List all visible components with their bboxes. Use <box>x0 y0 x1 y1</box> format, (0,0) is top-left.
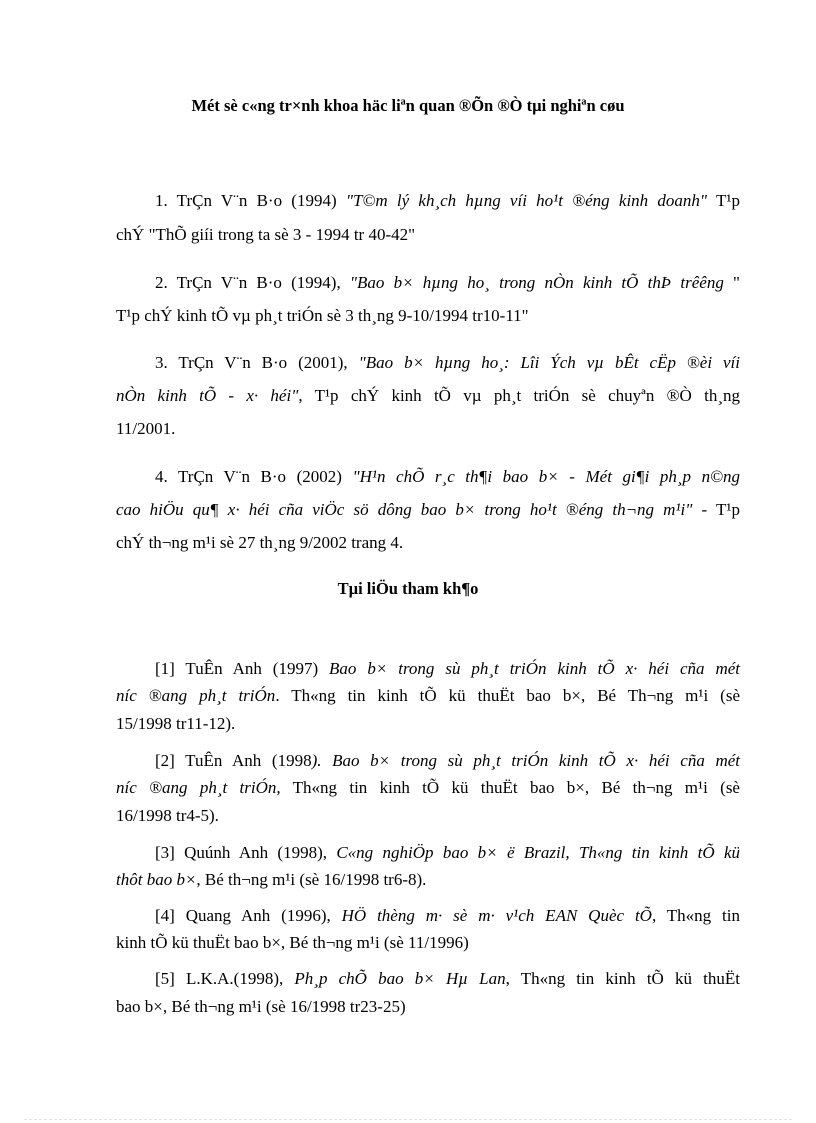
ref-4-title: HÖ thèng m· sè m· v¹ch EAN Quèc tÕ <box>341 906 652 925</box>
ref-4-line-2: kinh tÕ kü thuËt bao b×, Bé th¬ng m¹i (sè 11/1996) <box>116 933 469 952</box>
work-1-source-start: T¹p <box>707 191 740 210</box>
work-4-line-2: cao hiÖu qu¶ x· héi cña viÖc sö dông bao b× trong ho¹t ®éng th¬ng m¹i" - T¹p <box>116 500 740 519</box>
ref-1-author: [1] TuÊn Anh (1997) <box>155 659 330 678</box>
heading-references: Tµi liÖu tham kh¶o <box>337 579 479 598</box>
ref-4-line-1: [4] Quang Anh (1996), HÖ thèng m· sè m· v¹ch EAN Quèc tÕ, Th«ng tin <box>155 906 741 925</box>
work-3-title: "Bao b× hµng ho¸: Lîi Ých vµ bÊt cËp ®èi víi <box>358 353 740 372</box>
heading-related-works: Mét sè c«ng tr×nh khoa häc liªn quan ®Õn ®Ò tµi nghiªn cøu <box>191 96 625 115</box>
work-2-line-1: 2. TrÇn V¨n B·o (1994), "Bao b× hµng ho¸ trong nÒn kinh tÕ thÞ trêêng " <box>155 273 740 292</box>
work-2-title: "Bao b× hµng ho¸ trong nÒn kinh tÕ thÞ trêêng <box>349 273 724 292</box>
ref-2-title: ). Bao b× trong sù ph¸t triÓn kinh tÕ x· héi cña mét <box>311 751 740 770</box>
ref-5-line-2: bao b×, Bé th¬ng m¹i (sè 16/1998 tr23-25) <box>116 997 406 1016</box>
ref-5-author: [5] L.K.A.(1998), <box>155 969 295 988</box>
work-4-line-3: chÝ th¬ng m¹i sè 27 th¸ng 9/2002 trang 4. <box>116 533 404 552</box>
ref-2-line-3: 16/1998 tr4-5). <box>116 806 219 825</box>
work-3-line-3: 11/2001. <box>116 419 176 438</box>
work-2-author: 2. TrÇn V¨n B·o (1994), <box>155 273 350 292</box>
work-1-line-2: chÝ "ThÕ giíi trong ta sè 3 - 1994 tr 40-42" <box>116 225 416 244</box>
work-1-line-1 <box>155 190 740 212</box>
ref-1-line-1 <box>155 658 740 680</box>
ref-1-line-3: 15/1998 tr11-12). <box>116 714 236 733</box>
ref-2-line-2: níc ®ang ph¸t triÓn, Th«ng tin kinh tÕ kü thuËt bao b×, Bé th¬ng m¹i (sè <box>116 778 740 797</box>
page-bottom-rule <box>24 1119 792 1120</box>
work-4-line-1 <box>155 466 740 488</box>
work-3-line-1 <box>155 352 740 374</box>
ref-1-line-2: níc ®ang ph¸t triÓn. Th«ng tin kinh tÕ kü thuËt bao b×, Bé Th¬ng m¹i (sè <box>116 686 740 705</box>
work-4-title: "H¹n chÕ r¸c th¶i bao b× - Mét gi¶i ph¸p n©ng <box>352 467 740 486</box>
work-3-author: 3. TrÇn V¨n B·o (2001), <box>155 353 359 372</box>
work-1-title: "T©m lý kh¸ch hµng víi ho¹t ®éng kinh doanh" <box>345 191 708 210</box>
ref-3-line-2: thôt bao b×, Bé th¬ng m¹i (sè 16/1998 tr6-8). <box>116 870 427 889</box>
work-3-line-2: nÒn kinh tÕ - x· héi", T¹p chÝ kinh tÕ vµ ph¸t triÓn sè chuyªn ®Ò th¸ng <box>116 386 740 405</box>
ref-3-line-1 <box>155 842 740 864</box>
ref-4-author: [4] Quang Anh (1996), <box>155 906 342 925</box>
ref-5-title: Ph¸p chÕ bao b× Hµ Lan <box>294 969 506 988</box>
ref-1-title: Bao b× trong sù ph¸t triÓn kinh tÕ x· héi cña mét <box>329 659 740 678</box>
ref-3-title: C«ng nghiÖp bao b× ë Brazil, Th«ng tin kinh tÕ kü <box>336 843 740 862</box>
ref-2-author: [2] TuÊn Anh (1998 <box>155 751 312 770</box>
ref-3-author: [3] Quúnh Anh (1998), <box>155 843 337 862</box>
ref-5-line-1: [5] L.K.A.(1998), Ph¸p chÕ bao b× Hµ Lan, Th«ng tin kinh tÕ kü thuËt <box>155 969 740 988</box>
ref-2-line-1 <box>155 750 740 772</box>
work-2-line-2: T¹p chÝ kinh tÕ vµ ph¸t triÓn sè 3 th¸ng 9-10/1994 tr10-11" <box>116 306 529 325</box>
work-1-author: 1. TrÇn V¨n B·o (1994) <box>155 191 346 210</box>
work-4-author: 4. TrÇn V¨n B·o (2002) <box>155 467 353 486</box>
